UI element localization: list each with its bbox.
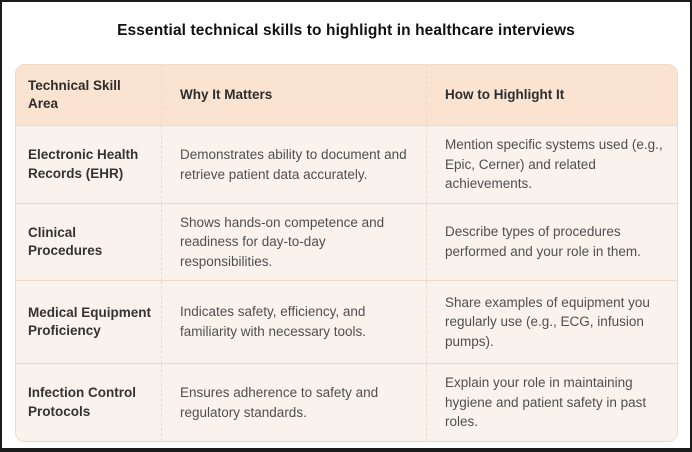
how-cell: Mention specific systems used (e.g., Epic, Cerner) and related achievements. [426,126,677,203]
skill-cell: Clinical Procedures [28,224,103,258]
header-cell-how-to-highlight: How to Highlight It [426,65,677,125]
how-cell: Explain your role in maintaining hygiene and patient safety in past roles. [426,364,677,441]
table-row-clinical-procedures [16,203,677,280]
header-cell-why-it-matters: Why It Matters [161,65,426,125]
skill-cell: Electronic Health Records (EHR) [28,147,139,181]
table-row-infection-control [16,363,677,441]
table-row-ehr [16,125,677,203]
skills-table [15,64,678,442]
header-cell-skill-area: Technical Skill Area [28,77,121,111]
page-title: Essential technical skills to highlight in healthcare interviews [117,22,575,39]
why-cell: Indicates safety, efficiency, and familiarity with necessary tools. [161,281,426,363]
how-cell: Share examples of equipment you regularly use (e.g., ECG, infusion pumps). [426,281,677,363]
why-cell: Ensures adherence to safety and regulatory standards. [161,364,426,441]
how-cell: Describe types of procedures performed and your role in them. [426,204,677,280]
table-row-medical-equipment [16,280,677,363]
skill-cell: Medical Equipment Proficiency [28,304,152,338]
why-cell: Shows hands-on competence and readiness for day-to-day responsibilities. [161,204,426,280]
table-header-row [16,65,677,125]
why-cell: Demonstrates ability to document and retrieve patient data accurately. [161,126,426,203]
skill-cell: Infection Control Protocols [28,385,136,419]
